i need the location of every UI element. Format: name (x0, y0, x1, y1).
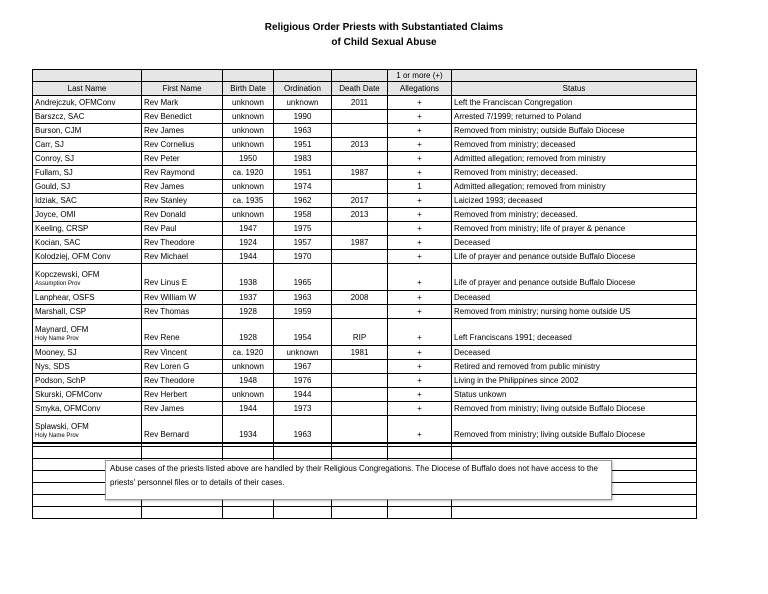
birth-date-cell: 1944 (223, 402, 274, 416)
table-row (33, 346, 697, 360)
death-date-cell (332, 180, 388, 194)
last-name-cell (33, 416, 142, 444)
allegations-cell: + (388, 96, 452, 110)
ordination-cell: 1963 (274, 291, 332, 305)
death-date-cell (332, 124, 388, 138)
empty-cell (223, 447, 274, 459)
table-row (33, 194, 697, 208)
death-date-cell (332, 264, 388, 291)
ordination-cell: 1951 (274, 166, 332, 180)
last-name-cell: Idziak, SAC (33, 194, 142, 208)
first-name-cell: Rev James (142, 124, 223, 138)
last-name-cell: Barszcz, SAC (33, 110, 142, 124)
death-date-cell: 2017 (332, 194, 388, 208)
table-row (33, 110, 697, 124)
status-cell: Left Franciscans 1991; deceased (452, 319, 697, 346)
allegations-cell: + (388, 264, 452, 291)
allegations-cell: + (388, 208, 452, 222)
status-cell: Removed from ministry; living outside Buffalo Diocese (452, 402, 697, 416)
birth-date-cell: unknown (223, 124, 274, 138)
table-row (33, 291, 697, 305)
ordination-cell: 1963 (274, 124, 332, 138)
province-subtext: Holy Name Prov (35, 336, 79, 342)
status-cell: Deceased (452, 346, 697, 360)
last-name-cell (33, 264, 142, 291)
ordination-cell: 1944 (274, 388, 332, 402)
first-name-cell: Rev Donald (142, 208, 223, 222)
ordination-cell: 1973 (274, 402, 332, 416)
col-last-name: Last Name (33, 82, 142, 96)
allegations-cell: + (388, 346, 452, 360)
status-cell: Removed from ministry; living outside Buffalo Diocese (452, 416, 697, 444)
death-date-cell (332, 374, 388, 388)
last-name-cell: Lanphear, OSFS (33, 291, 142, 305)
empty-cell (33, 507, 142, 519)
empty-cell (274, 507, 332, 519)
death-date-cell: 1987 (332, 236, 388, 250)
allegations-cell: + (388, 138, 452, 152)
table-row (33, 96, 697, 110)
ordination-cell: 1974 (274, 180, 332, 194)
status-cell: Left the Franciscan Congregation (452, 96, 697, 110)
allegations-cell: + (388, 319, 452, 346)
empty-cell (388, 507, 452, 519)
table-row (33, 264, 697, 291)
last-name-cell (33, 319, 142, 346)
birth-date-cell: unknown (223, 388, 274, 402)
table-row (33, 208, 697, 222)
table-row (33, 138, 697, 152)
empty-cell (274, 447, 332, 459)
death-date-cell: 2011 (332, 96, 388, 110)
table-row (33, 402, 697, 416)
last-name-cell: Andrejczuk, OFMConv (33, 96, 142, 110)
allegations-cell: + (388, 360, 452, 374)
priests-table (32, 69, 697, 519)
last-name-cell: Skurski, OFMConv (33, 388, 142, 402)
allegations-cell: + (388, 152, 452, 166)
col-birth-date: Birth Date (223, 82, 274, 96)
allegations-cell: + (388, 222, 452, 236)
first-name-cell: Rev Michael (142, 250, 223, 264)
ordination-cell: 1957 (274, 236, 332, 250)
birth-date-cell: unknown (223, 138, 274, 152)
ordination-cell: 1963 (274, 416, 332, 444)
status-cell: Deceased (452, 236, 697, 250)
first-name-cell: Rev Theodore (142, 236, 223, 250)
status-cell: Deceased (452, 291, 697, 305)
first-name-cell: Rev Loren G (142, 360, 223, 374)
status-cell: Removed from ministry; deceased. (452, 208, 697, 222)
birth-date-cell: unknown (223, 180, 274, 194)
status-cell: Removed from ministry; life of prayer & penance (452, 222, 697, 236)
allegations-cell: + (388, 166, 452, 180)
last-name-cell: Marshall, CSP (33, 305, 142, 319)
allegations-cell: + (388, 110, 452, 124)
empty-cell (332, 507, 388, 519)
allegations-cell: + (388, 388, 452, 402)
status-cell: Living in the Philippines since 2002 (452, 374, 697, 388)
last-name-cell: Gould, SJ (33, 180, 142, 194)
ordination-cell: 1983 (274, 152, 332, 166)
col-ordination: Ordination (274, 82, 332, 96)
status-cell: Status unkown (452, 388, 697, 402)
table-row (33, 180, 697, 194)
empty-cell (223, 507, 274, 519)
birth-date-cell: 1928 (223, 305, 274, 319)
birth-date-cell: 1948 (223, 374, 274, 388)
allegations-cell: + (388, 236, 452, 250)
table-row (33, 416, 697, 444)
table-row (33, 319, 697, 346)
empty-cell (332, 447, 388, 459)
ordination-cell: 1958 (274, 208, 332, 222)
allegations-cell: + (388, 250, 452, 264)
first-name-cell: Rev Linus E (142, 264, 223, 291)
table-row (33, 124, 697, 138)
last-name-cell: Smyka, OFMConv (33, 402, 142, 416)
table-row (33, 152, 697, 166)
death-date-cell (332, 360, 388, 374)
col-status: Status (452, 82, 697, 96)
header-row (33, 82, 697, 96)
status-cell: Laicized 1993; deceased (452, 194, 697, 208)
first-name-cell: Rev Herbert (142, 388, 223, 402)
ordination-cell: 1976 (274, 374, 332, 388)
birth-date-cell: 1928 (223, 319, 274, 346)
empty-cell (388, 447, 452, 459)
allegations-cell: + (388, 124, 452, 138)
last-name-cell: Kocian, SAC (33, 236, 142, 250)
birth-date-cell: 1924 (223, 236, 274, 250)
first-name-cell: Rev Vincent (142, 346, 223, 360)
birth-date-cell: unknown (223, 360, 274, 374)
birth-date-cell: ca. 1935 (223, 194, 274, 208)
death-date-cell (332, 305, 388, 319)
allegations-cell: + (388, 374, 452, 388)
title-line-1: Religious Order Priests with Substantiated Claims (264, 22, 504, 33)
last-name-cell: Keeling, CRSP (33, 222, 142, 236)
death-date-cell: 2008 (332, 291, 388, 305)
death-date-cell: 2013 (332, 138, 388, 152)
province-subtext: Holy Name Prov (35, 433, 79, 439)
blank-row (33, 447, 697, 459)
allegations-cell: + (388, 416, 452, 444)
allegations-count-header: 1 or more (+) (388, 70, 452, 82)
last-name-cell: Fullam, SJ (33, 166, 142, 180)
birth-date-cell: 1934 (223, 416, 274, 444)
status-cell: Removed from ministry; outside Buffalo Diocese (452, 124, 697, 138)
first-name-cell: Rev Paul (142, 222, 223, 236)
birth-date-cell: unknown (223, 96, 274, 110)
status-cell: Admitted allegation; removed from ministry (452, 152, 697, 166)
first-name-cell: Rev Cornelius (142, 138, 223, 152)
note-text: Abuse cases of the priests listed above are handled by their Religious Congregations. The Diocese of Buffalo does not have access to the priests' personnel files or to details of their cases. (110, 464, 599, 487)
last-name-text: Maynard, OFM (35, 325, 89, 334)
death-date-cell (332, 416, 388, 444)
birth-date-cell: 1937 (223, 291, 274, 305)
last-name-text: Kopczewski, OFM (35, 270, 100, 279)
last-name-cell: Joyce, OMI (33, 208, 142, 222)
empty-cell (452, 447, 697, 459)
first-name-cell: Rev Peter (142, 152, 223, 166)
death-date-cell: 1987 (332, 166, 388, 180)
first-name-cell: Rev Thomas (142, 305, 223, 319)
ordination-cell: 1962 (274, 194, 332, 208)
empty-cell (142, 447, 223, 459)
status-cell: Life of prayer and penance outside Buffalo Diocese (452, 264, 697, 291)
death-date-cell: 1981 (332, 346, 388, 360)
allegations-cell: 1 (388, 180, 452, 194)
ordination-cell: 1954 (274, 319, 332, 346)
death-date-cell: 2013 (332, 208, 388, 222)
ordination-cell: 1970 (274, 250, 332, 264)
allegations-cell: + (388, 305, 452, 319)
birth-date-cell: 1950 (223, 152, 274, 166)
title-line-2: of Child Sexual Abuse (331, 37, 437, 48)
birth-date-cell: unknown (223, 208, 274, 222)
first-name-cell: Rev Theodore (142, 374, 223, 388)
birth-date-cell: 1947 (223, 222, 274, 236)
ordination-cell: unknown (274, 96, 332, 110)
birth-date-cell: unknown (223, 110, 274, 124)
note-box (105, 460, 612, 500)
first-name-cell: Rev James (142, 180, 223, 194)
last-name-cell: Kolodziej, OFM Conv (33, 250, 142, 264)
birth-date-cell: 1938 (223, 264, 274, 291)
header-top-row (33, 70, 697, 82)
ordination-cell: 1959 (274, 305, 332, 319)
last-name-cell: Carr, SJ (33, 138, 142, 152)
last-name-cell: Conroy, SJ (33, 152, 142, 166)
death-date-cell: RIP (332, 319, 388, 346)
table-row (33, 222, 697, 236)
first-name-cell: Rev Benedict (142, 110, 223, 124)
ordination-cell: 1951 (274, 138, 332, 152)
document-title (0, 20, 768, 50)
birth-date-cell: 1944 (223, 250, 274, 264)
first-name-cell: Rev Raymond (142, 166, 223, 180)
blank-row (33, 507, 697, 519)
last-name-text: Splawski, OFM (35, 422, 89, 431)
table-row (33, 236, 697, 250)
allegations-cell: + (388, 402, 452, 416)
allegations-cell: + (388, 194, 452, 208)
empty-cell (452, 507, 697, 519)
last-name-cell: Mooney, SJ (33, 346, 142, 360)
status-cell: Removed from ministry; deceased (452, 138, 697, 152)
first-name-cell: Rev Rene (142, 319, 223, 346)
province-subtext: Assumption Prov (35, 281, 81, 287)
first-name-cell: Rev Mark (142, 96, 223, 110)
birth-date-cell: ca. 1920 (223, 346, 274, 360)
empty-cell (33, 447, 142, 459)
death-date-cell (332, 110, 388, 124)
death-date-cell (332, 388, 388, 402)
last-name-cell: Burson, CJM (33, 124, 142, 138)
death-date-cell (332, 152, 388, 166)
allegations-cell: + (388, 291, 452, 305)
status-cell: Removed from ministry; deceased. (452, 166, 697, 180)
death-date-cell (332, 250, 388, 264)
table-row (33, 374, 697, 388)
first-name-cell: Rev James (142, 402, 223, 416)
status-cell: Removed from ministry; nursing home outside US (452, 305, 697, 319)
col-first-name: First Name (142, 82, 223, 96)
status-cell: Life of prayer and penance outside Buffalo Diocese (452, 250, 697, 264)
status-cell: Arrested 7/1999; returned to Poland (452, 110, 697, 124)
status-cell: Admitted allegation; removed from ministry (452, 180, 697, 194)
first-name-cell: Rev Stanley (142, 194, 223, 208)
table-row (33, 388, 697, 402)
last-name-cell: Podson, SchP (33, 374, 142, 388)
birth-date-cell: ca. 1920 (223, 166, 274, 180)
ordination-cell: 1975 (274, 222, 332, 236)
status-cell: Retired and removed from public ministry (452, 360, 697, 374)
ordination-cell: unknown (274, 346, 332, 360)
table-row (33, 166, 697, 180)
last-name-cell: Nys, SDS (33, 360, 142, 374)
ordination-cell: 1990 (274, 110, 332, 124)
ordination-cell: 1965 (274, 264, 332, 291)
empty-cell (142, 507, 223, 519)
death-date-cell (332, 402, 388, 416)
death-date-cell (332, 222, 388, 236)
ordination-cell: 1967 (274, 360, 332, 374)
table-row (33, 305, 697, 319)
table-row (33, 360, 697, 374)
table-row (33, 250, 697, 264)
first-name-cell: Rev Bernard (142, 416, 223, 444)
col-death-date: Death Date (332, 82, 388, 96)
col-allegations: Allegations (388, 82, 452, 96)
first-name-cell: Rev William W (142, 291, 223, 305)
